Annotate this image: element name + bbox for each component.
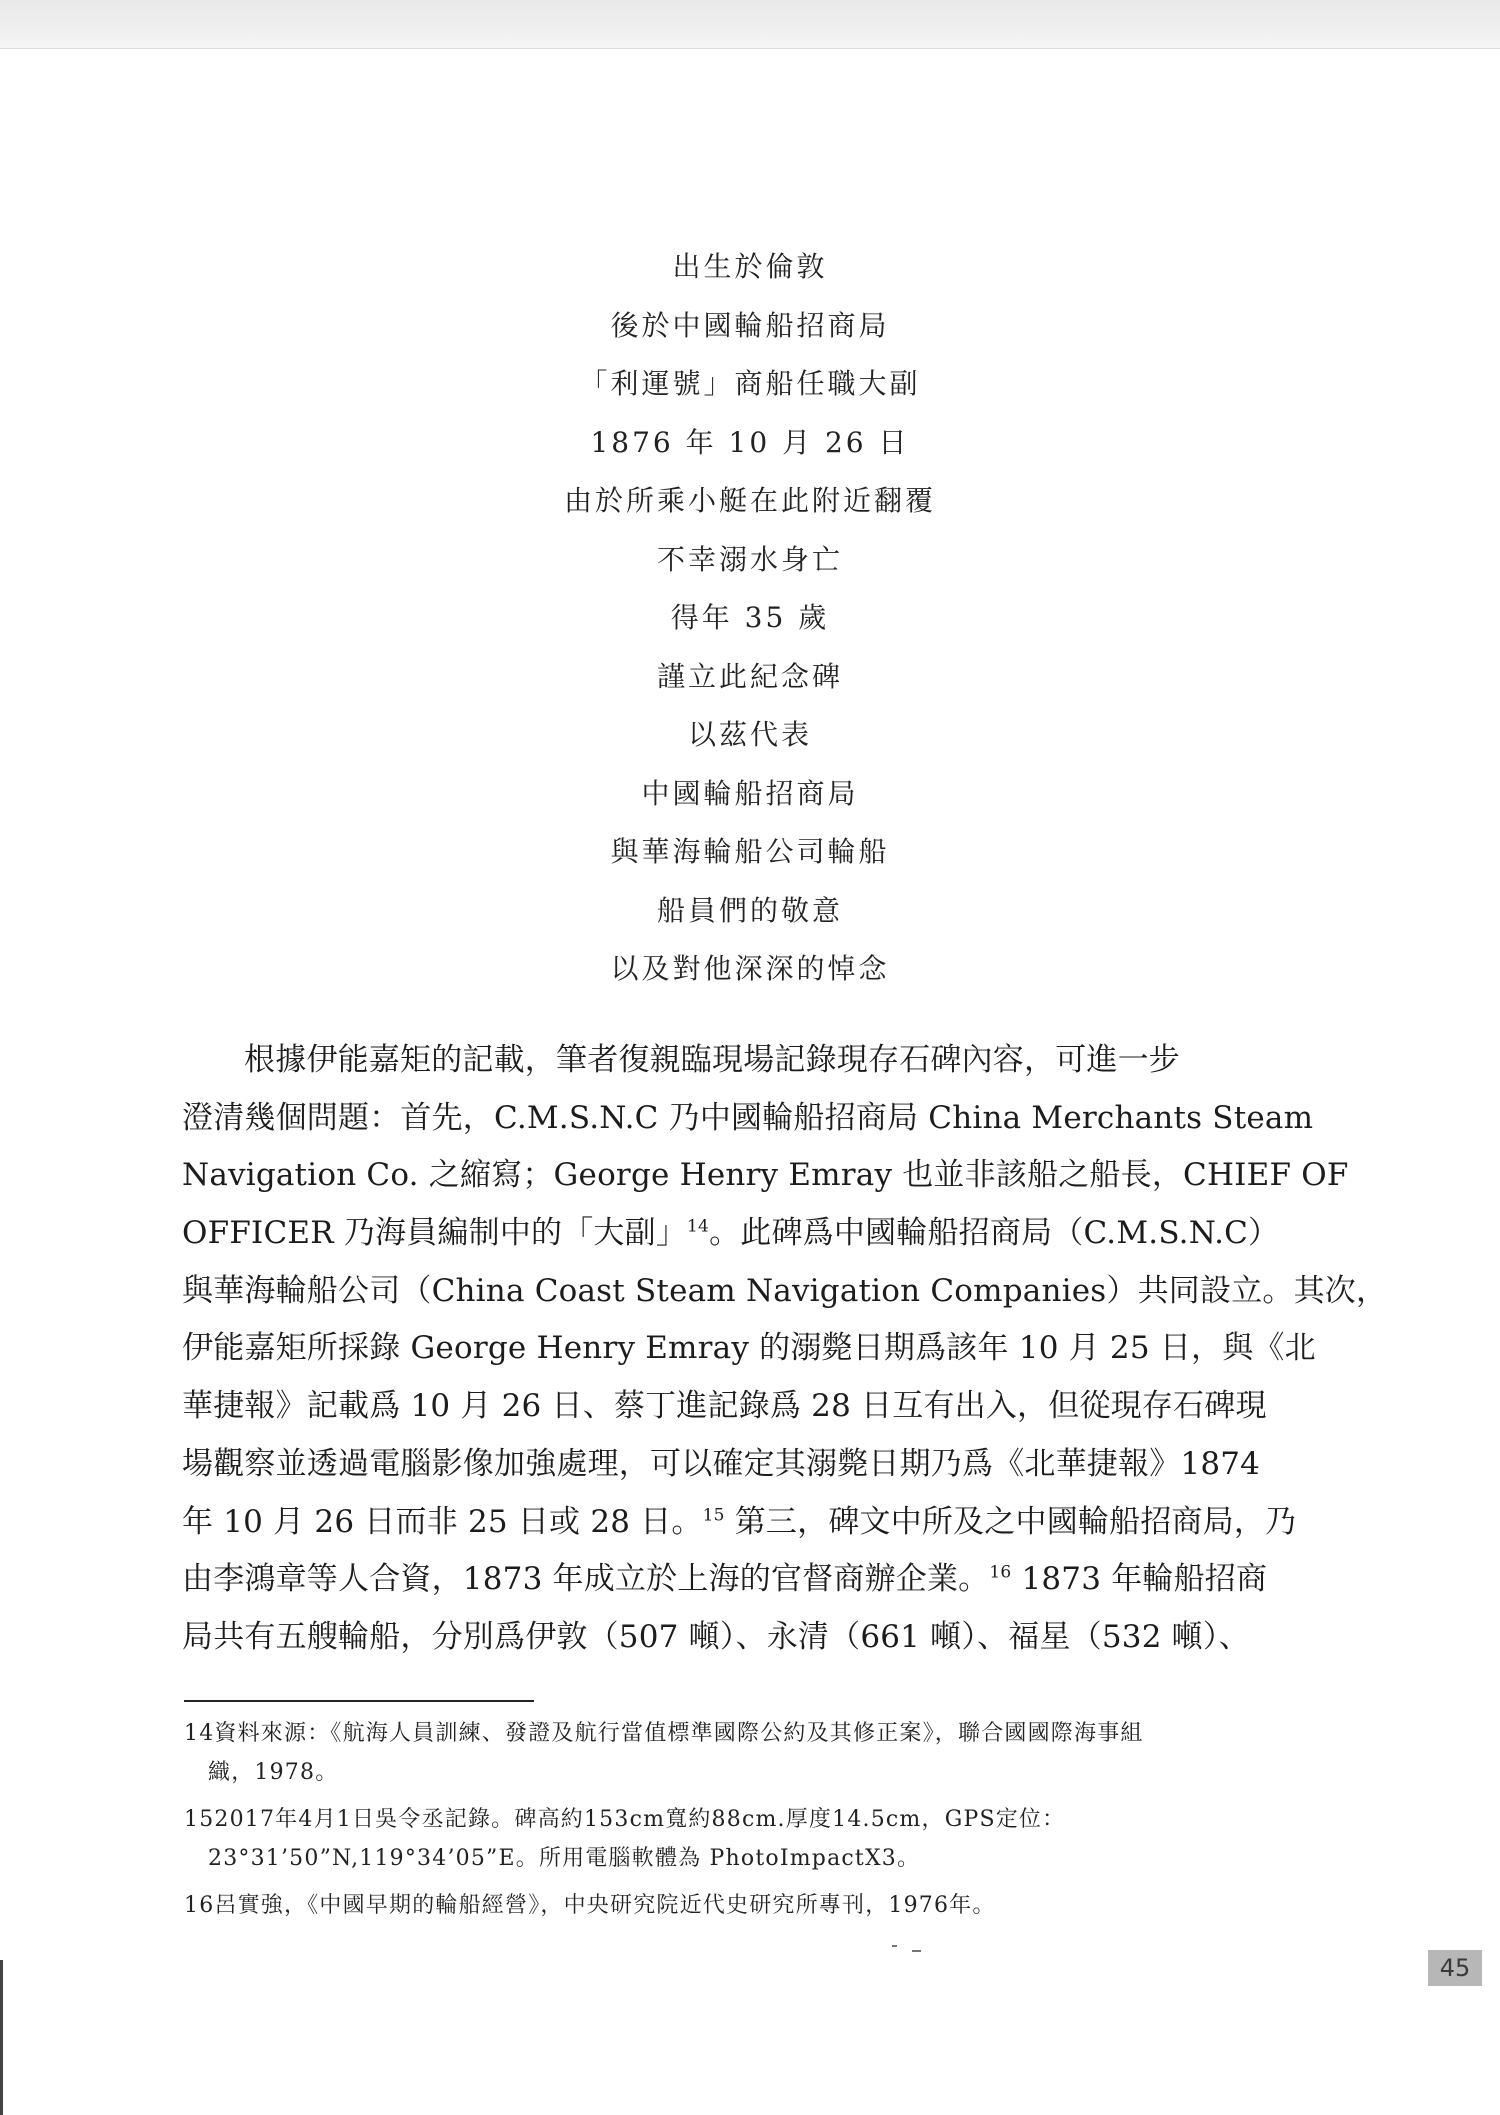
inscription-line: 與華海輪船公司輪船 (610, 835, 890, 868)
body-paragraph (182, 1032, 1388, 1667)
body-line: 澄清幾個問題：首先，C.M.S.N.C 乃中國輪船招商局 China Merchants Steam (182, 1099, 1314, 1136)
body-line (182, 1494, 1297, 1552)
body-text-segment: 第三，碑文中所及之中國輪船招商局，乃 (724, 1503, 1297, 1540)
body-text-segment: 由李鴻章等人合資，1873 年成立於上海的官督商辦企業。 (182, 1561, 990, 1598)
inscription-line: 後於中國輪船招商局 (610, 308, 890, 342)
footnotes-block (184, 1714, 1302, 1925)
body-line: 局共有五艘輪船，分別爲伊敦（507 噸）、永清（661 噸）、福星（532 噸）、 (182, 1618, 1250, 1655)
body-text-segment: 1873 年輪船招商 (1011, 1561, 1268, 1598)
inscription-line: 船員們的敬意 (656, 893, 843, 927)
footnote-15: 152017年4月1日吳令丞記錄。碑高約153cm寬約88cm.厚度14.5cm，GPS定位： (184, 1807, 1066, 1832)
inscription-line: 由於所乘小艇在此附近翻覆 (563, 484, 936, 517)
page-number: 45 (1428, 1950, 1482, 1986)
body-line: 伊能嘉矩所採錄 George Henry Emray 的溺斃日期爲該年 10 月 25 日，與《北 (182, 1330, 1316, 1367)
body-text-segment: 。此碑爲中國輪船招商局（C.M.S.N.C） (709, 1215, 1280, 1252)
footnote-14-continued: 織，1978。 (208, 1760, 339, 1785)
inscription-block (300, 238, 1200, 999)
inscription-line: 謹立此紀念碑 (656, 659, 843, 693)
inscription-line: 中國輪船招商局 (641, 776, 859, 810)
body-line: 華捷報》記載爲 10 月 26 日、蔡丁進記錄爲 28 日互有出入，但從現存石碑現 (182, 1388, 1267, 1425)
footnote-15-continued: 23°31’50”N,119°34’05”E。所用電腦軟體為 PhotoImpactX3。 (208, 1846, 921, 1871)
body-line: 根據伊能嘉矩的記載，筆者復親臨現場記錄現存石碑內容，可進一步 (244, 1042, 1180, 1078)
footnote-14: 14資料來源：《航海人員訓練、發證及航行當值標準國際公約及其修正案》，聯合國國際海事組 (184, 1721, 1144, 1746)
inscription-line: 得年 35 歲 (670, 601, 830, 634)
inscription-line: 1876 年 10 月 26 日 (590, 425, 910, 459)
scan-top-edge (0, 0, 1500, 49)
footnote-ref-15[interactable]: 15 (702, 1505, 725, 1526)
footnote-16: 16呂實強，《中國早期的輪船經營》，中央研究院近代史研究所專刊，1976年。 (184, 1893, 996, 1918)
scan-speck (892, 1945, 897, 1947)
scan-speck (912, 1950, 921, 1952)
body-text-segment: 年 10 月 26 日而非 25 日或 28 日。 (182, 1503, 703, 1540)
inscription-line: 以及對他深深的悼念 (610, 952, 890, 985)
body-line: 與華海輪船公司（China Coast Steam Navigation Companies）共同設立。其次， (182, 1272, 1388, 1309)
inscription-line: 出生於倫敦 (672, 250, 828, 283)
body-line: 場觀察並透過電腦影像加強處理，可以確定其溺斃日期乃爲《北華捷報》1874 (182, 1445, 1261, 1482)
footnote-ref-14[interactable]: 14 (687, 1216, 710, 1237)
body-line: Navigation Co. 之縮寫；George Henry Emray 也並非該船之船長，CHIEF OF (182, 1157, 1349, 1194)
inscription-line: 以茲代表 (687, 718, 812, 751)
binding-edge (0, 1960, 3, 2115)
body-line (182, 1551, 1297, 1609)
footnote-divider (184, 1700, 534, 1702)
inscription-line: 「利運號」商船任職大副 (579, 367, 921, 400)
footnote-ref-16[interactable]: 16 (989, 1562, 1012, 1583)
body-text-segment: OFFICER 乃海員編制中的「大副」 (182, 1215, 688, 1252)
body-line (182, 1205, 1297, 1263)
inscription-line: 不幸溺水身亡 (656, 542, 843, 576)
